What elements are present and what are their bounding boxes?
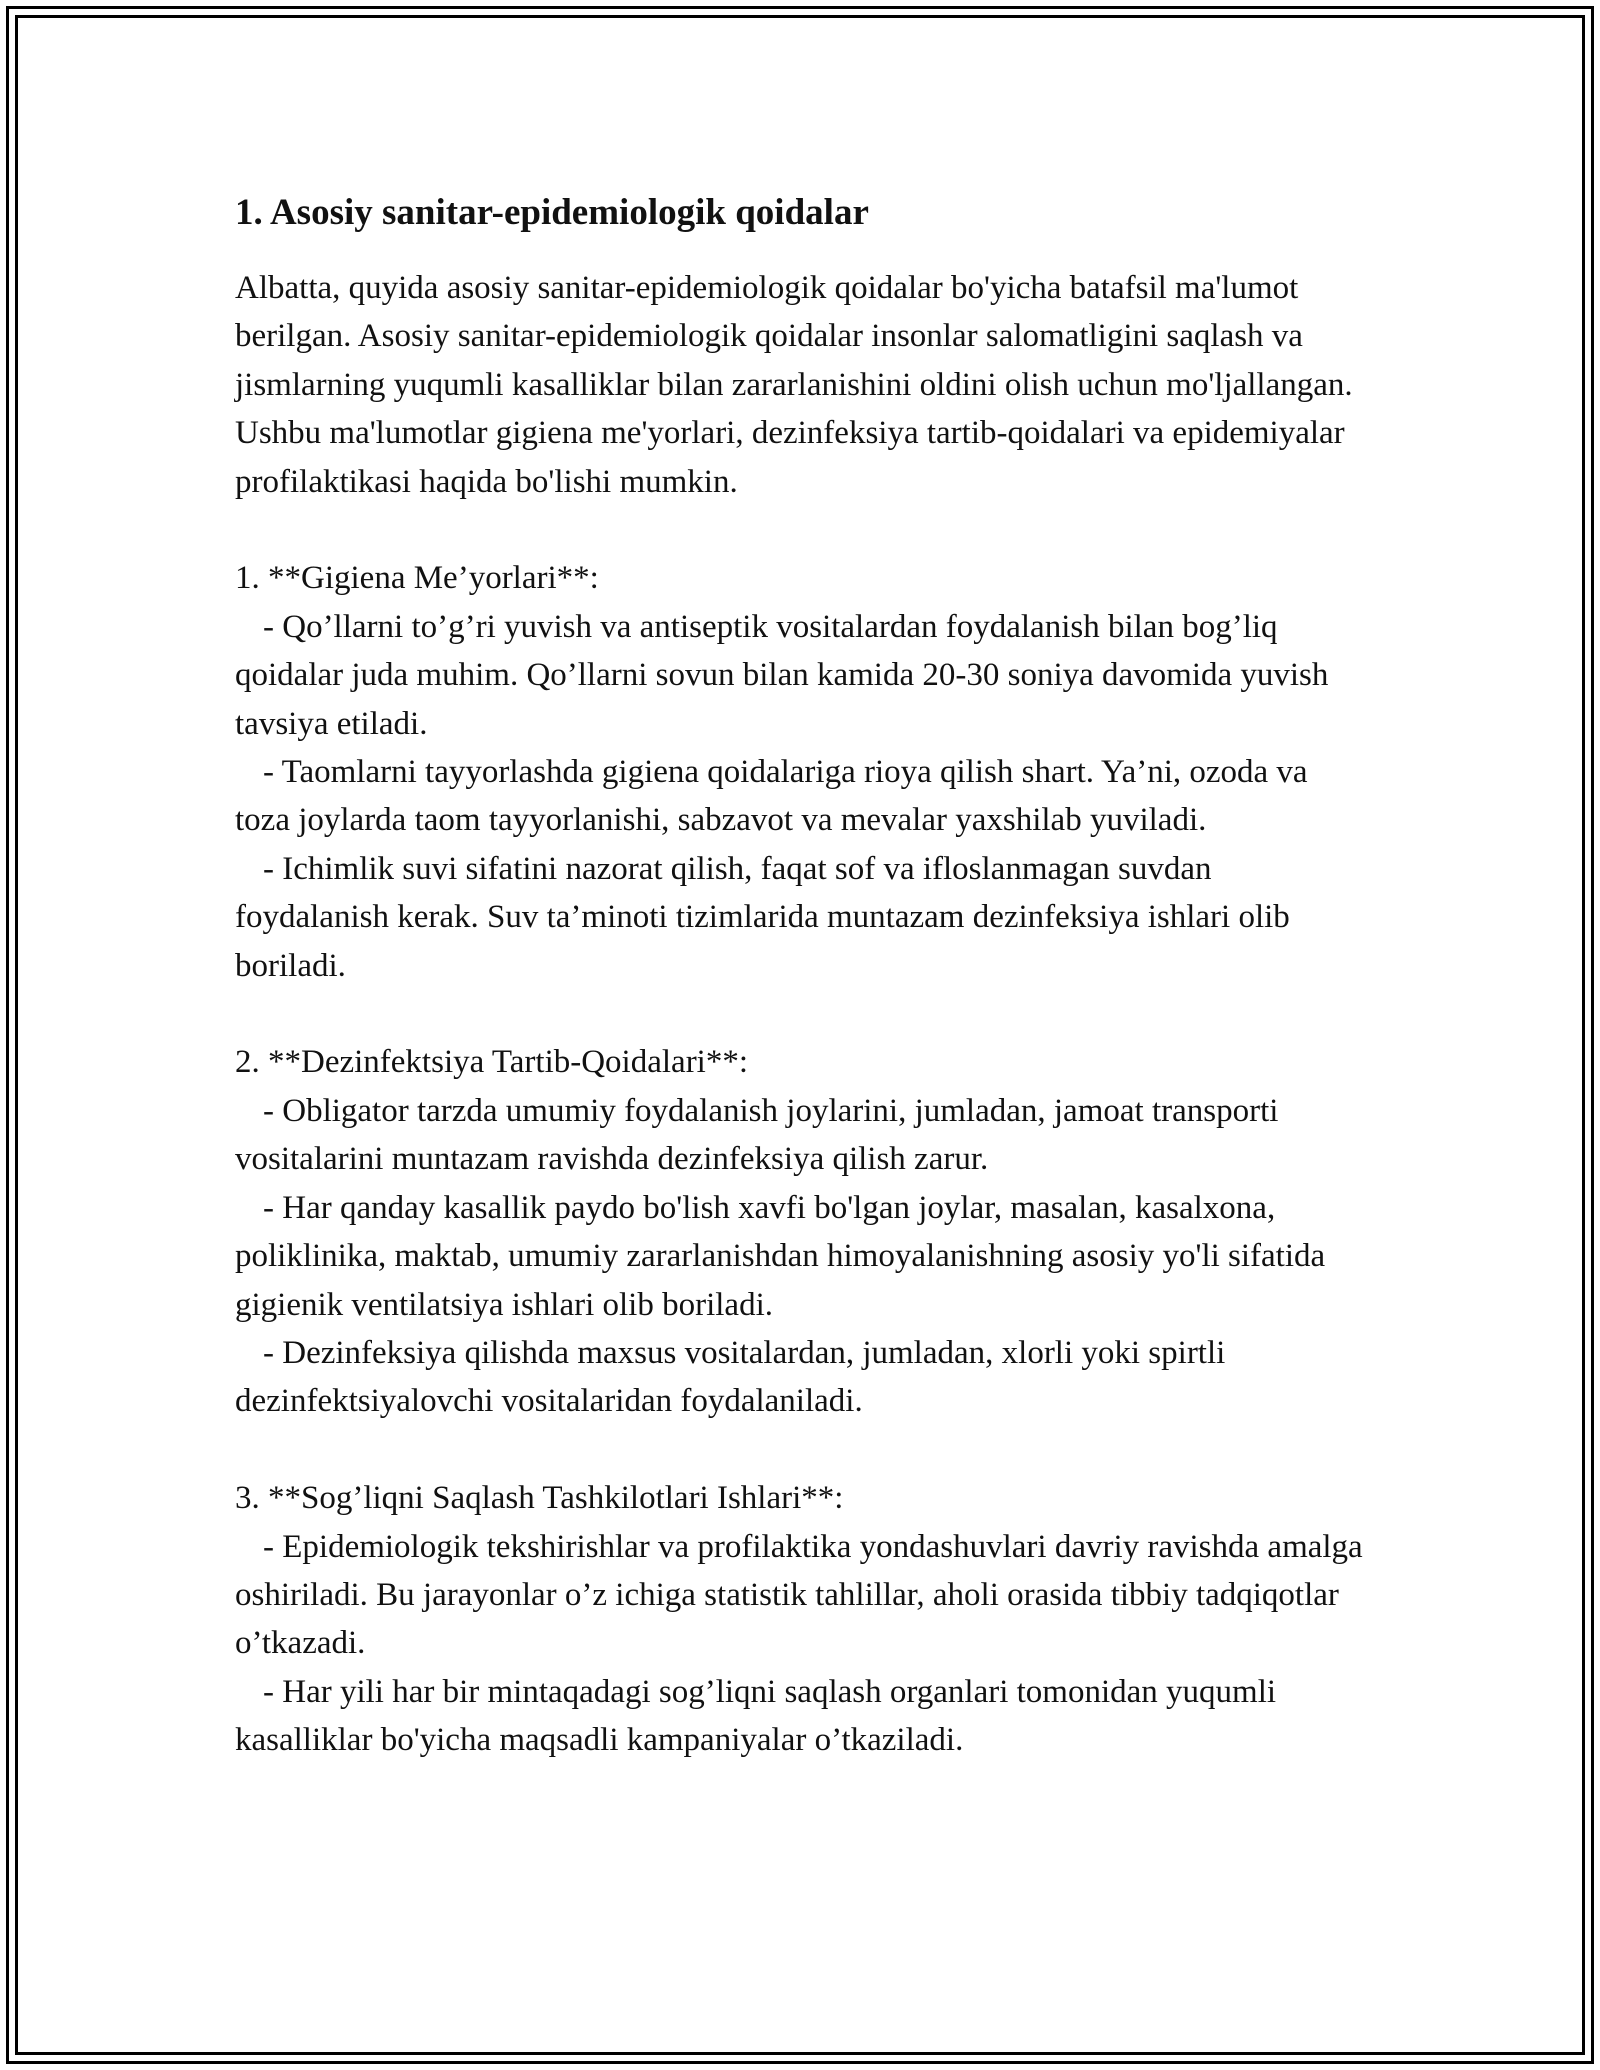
section-title: 1. **Gigiena Me’yorlari**: (235, 560, 599, 597)
list-item: - Dezinfeksiya qilishda maxsus vositalardan, jumladan, xlorli yoki spirtli dezinfektsiyalovchi vositalaridan foydalaniladi. (235, 1334, 1234, 1420)
list-item: - Har qanday kasallik paydo bo'lish xavfi bo'lgan joylar, masalan, kasalxona, poliklinika, maktab, umumiy zararlanishdan himoyalanishning asosiy yo'li sifatida gigienik ventilatsiya ishlari olib boriladi. (235, 1189, 1334, 1323)
list-item: - Har yili har bir mintaqadagi sog’liqni saqlash organlari tomonidan yuqumli kasalliklar bo'yicha maqsadli kampaniyalar o’tkaziladi. (235, 1673, 1285, 1759)
list-item: - Ichimlik suvi sifatini nazorat qilish, faqat sof va ifloslanmagan suvdan foydalanish kerak. Suv ta’minoti tizimlarida muntazam dezinfeksiya ishlari olib boriladi. (235, 850, 1299, 984)
intro-paragraph: Albatta, quyida asosiy sanitar-epidemiologik qoidalar bo'yicha batafsil ma'lumot berilgan. Asosiy sanitar-epidemiologik qoidalar insonlar salomatligini saqlash va jismlarning yuqumli kasalliklar bilan zararlanishini oldini olish uchun mo'ljallangan. Ushbu ma'lumotlar gigiena me'yorlari, dezinfeksiya tartib-qoidalari va epidemiyalar profilaktikasi haqida bo'lishi mumkin. (235, 270, 1361, 500)
spacer (235, 506, 1365, 554)
spacer (235, 990, 1365, 1038)
spacer (235, 1426, 1365, 1474)
section-health-organizations (235, 1474, 1371, 1764)
list-item: - Epidemiologik tekshirishlar va profilaktika yondashuvlari davriy ravishda amalga oshiriladi. Bu jarayonlar o’z ichiga statistik tahlillar, aholi orasida tibbiy tadqiqotlar o’tkazadi. (235, 1528, 1371, 1662)
section-hygiene (235, 554, 1365, 990)
list-item: - Taomlarni tayyorlashda gigiena qoidalariga rioya qilish shart. Ya’ni, ozoda va toza joylarda taom tayyorlanishi, sabzavot va mevalar yaxshilab yuviladi. (235, 754, 1316, 839)
section-title: 3. **Sog’liqni Saqlash Tashkilotlari Ishlari**: (235, 1480, 844, 1517)
page-title: 1. Asosiy sanitar-epidemiologik qoidalar (235, 192, 869, 233)
list-item: - Qo’llarni to’g’ri yuvish va antiseptik vositalardan foydalanish bilan bog’liq qoidalar juda muhim. Qo’llarni sovun bilan kamida 20-30 soniya davomida yuvish tavsiya etiladi. (235, 608, 1337, 742)
list-item: - Obligator tarzda umumiy foydalanish joylarini, jumladan, jamoat transporti vositalarini muntazam ravishda dezinfeksiya qilish zarur. (235, 1092, 1287, 1178)
section-disinfection (235, 1038, 1365, 1425)
section-title: 2. **Dezinfektsiya Tartib-Qoidalari**: (235, 1044, 749, 1081)
document-content (235, 188, 1371, 1765)
